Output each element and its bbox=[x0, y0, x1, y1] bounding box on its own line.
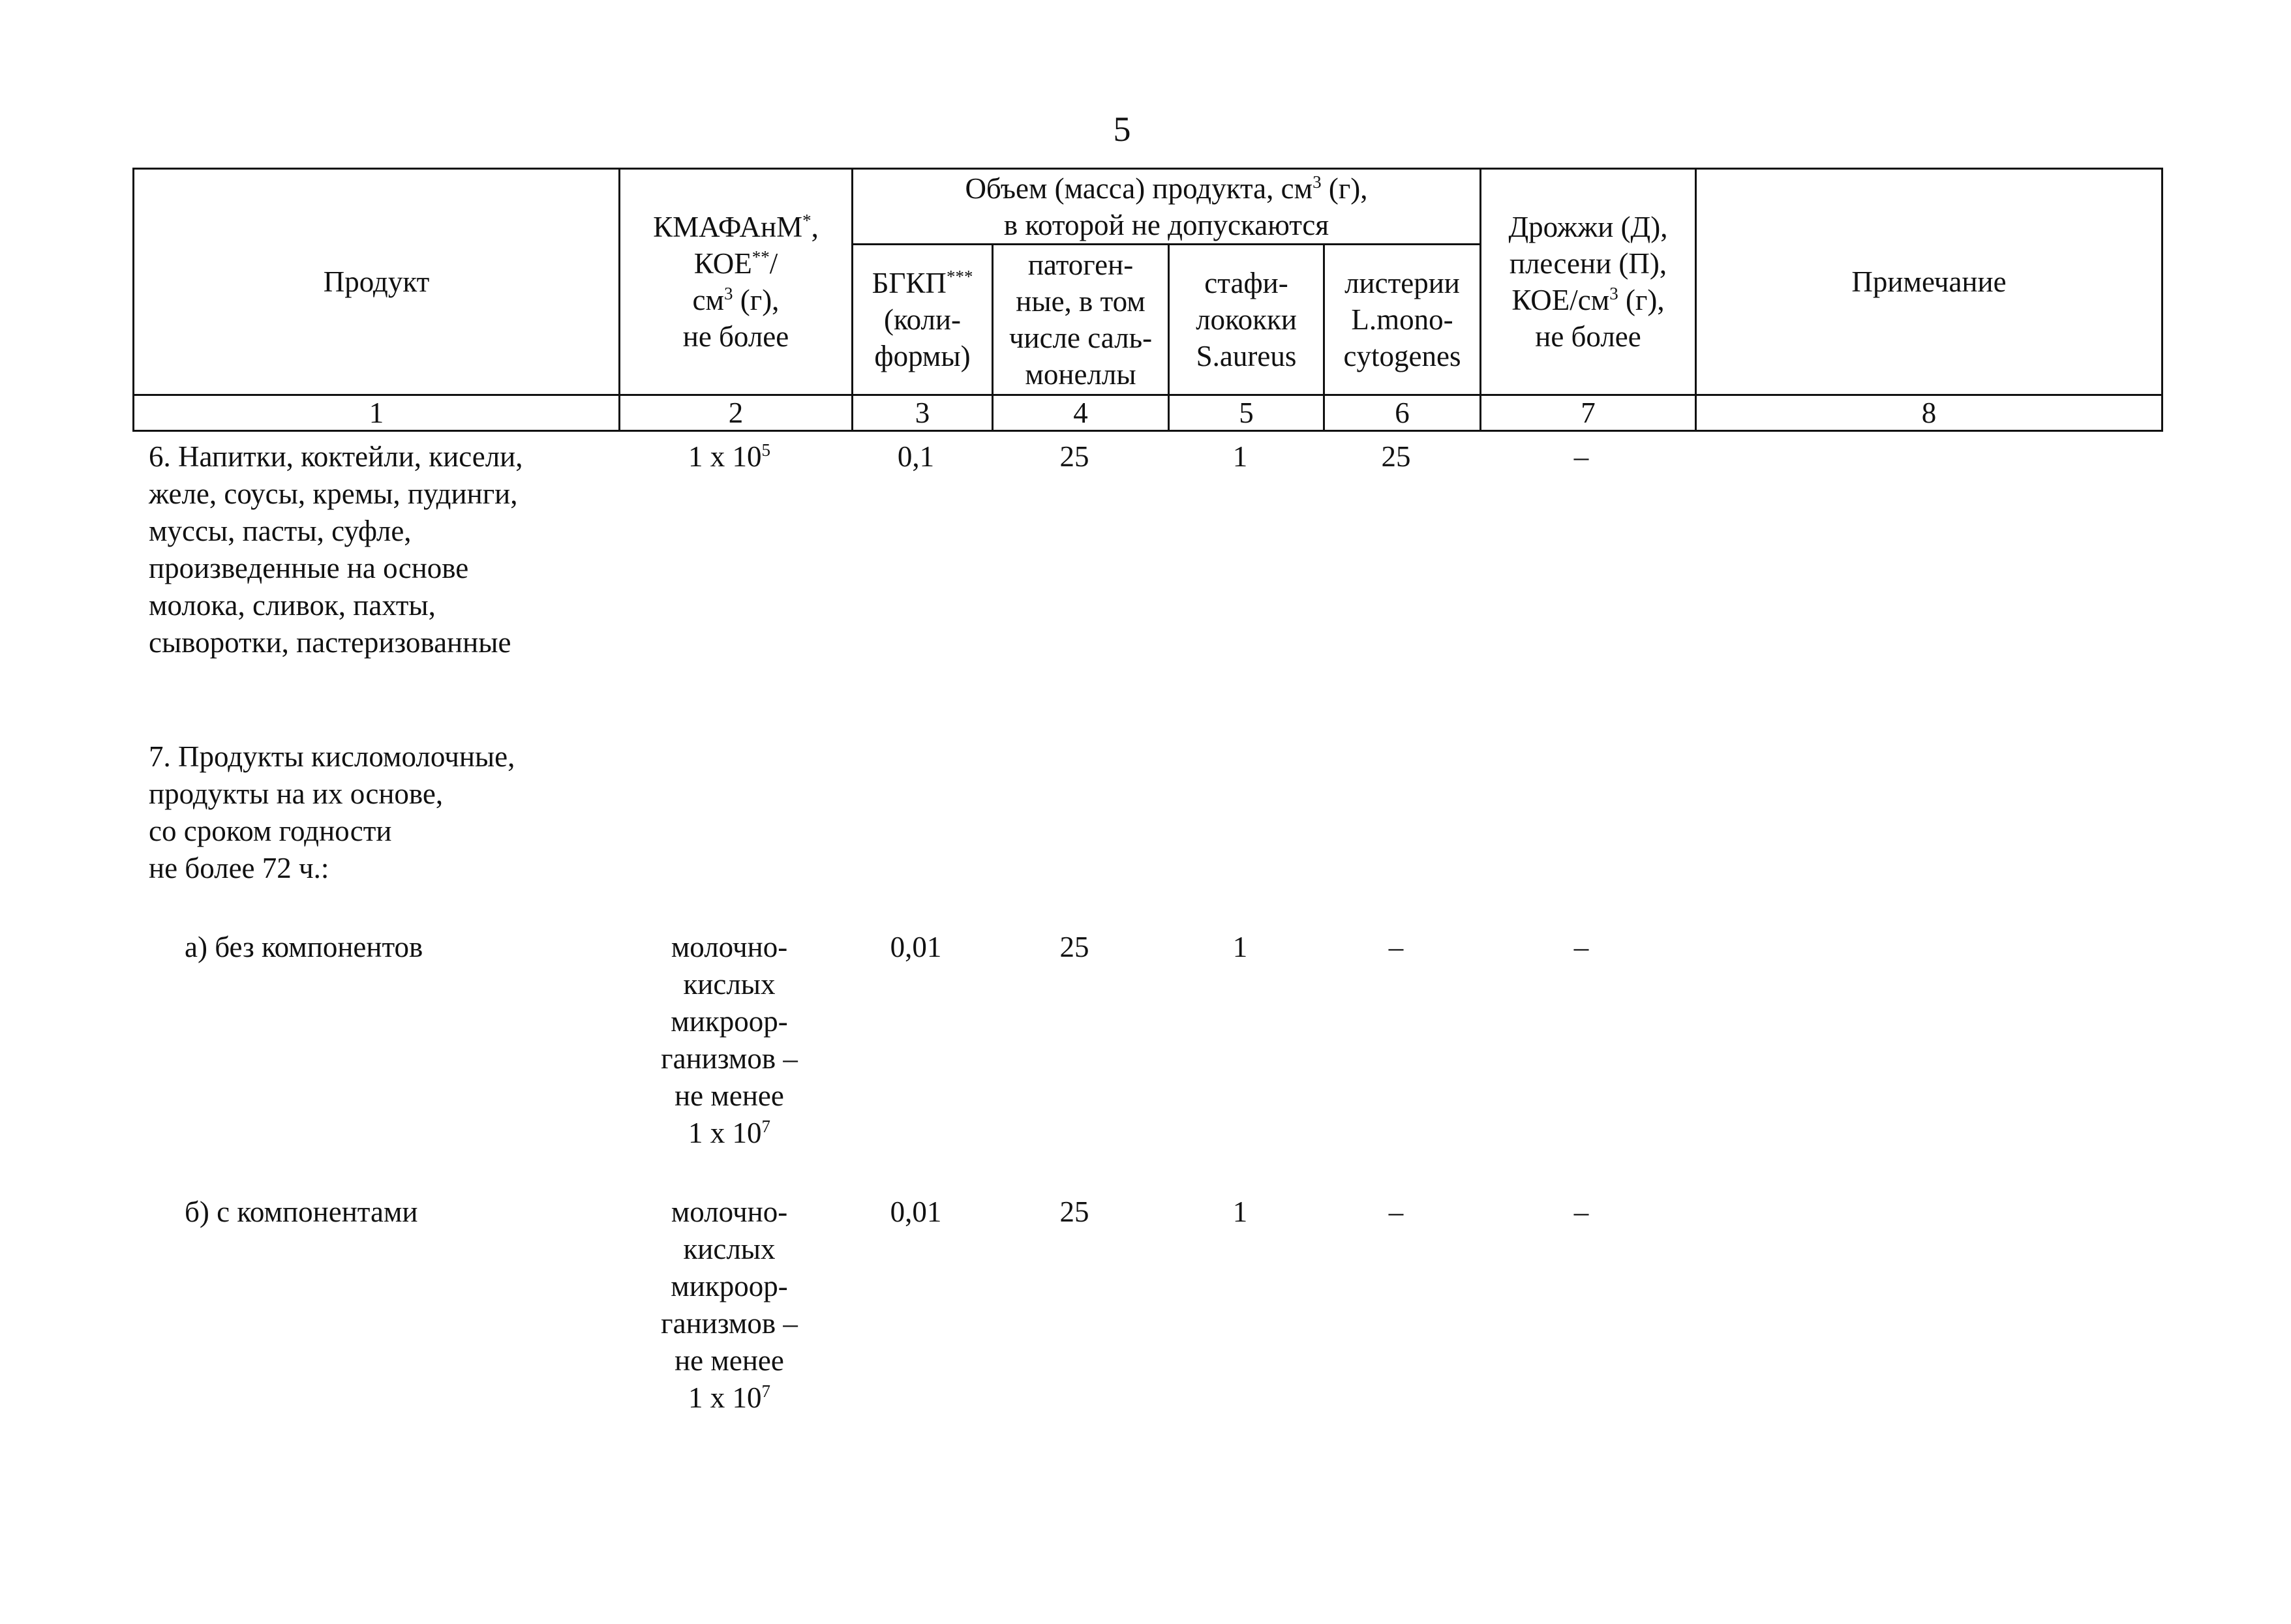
table-row bbox=[132, 438, 2155, 738]
bgkp-value: 0,01 bbox=[890, 931, 942, 963]
bgkp-description: (коли- формы) bbox=[874, 303, 971, 372]
pathogenic-value: 25 bbox=[1059, 931, 1089, 963]
column-number: 6 bbox=[1324, 395, 1481, 431]
bgkp-footnote-mark: *** bbox=[946, 267, 973, 286]
header-bgkp bbox=[853, 245, 993, 395]
column-number-row bbox=[134, 395, 2162, 431]
column-number: 3 bbox=[853, 395, 993, 431]
page-number: 5 bbox=[1113, 110, 1131, 149]
header-product bbox=[134, 169, 620, 395]
volume-group-line1: Объем (масса) продукта, см bbox=[965, 172, 1313, 205]
kmafanm-footnote-mark: * bbox=[802, 211, 812, 230]
kmafanm-exponent: 7 bbox=[761, 1117, 770, 1136]
kmafanm-value bbox=[615, 438, 843, 475]
listeria-value: – bbox=[1388, 931, 1404, 963]
yeast-value: – bbox=[1573, 440, 1589, 473]
listeria-value: – bbox=[1388, 1195, 1404, 1228]
staph-value: 1 bbox=[1232, 440, 1248, 473]
header-note-label: Примечание bbox=[1851, 265, 2007, 298]
gram-unit: (г), bbox=[733, 284, 780, 316]
staph-value: 1 bbox=[1232, 931, 1248, 963]
volume-group-exponent: 3 bbox=[1312, 172, 1322, 192]
staph-value: 1 bbox=[1232, 1195, 1248, 1228]
kmafanm-base: 1 x 10 bbox=[688, 1381, 762, 1414]
header-yeast bbox=[1481, 169, 1696, 395]
table-row bbox=[132, 1194, 2155, 1458]
kmafanm-exponent: 7 bbox=[761, 1381, 770, 1401]
kmafanm-value bbox=[615, 1194, 843, 1417]
bgkp-value: 0,01 bbox=[890, 1195, 942, 1228]
kmafanm-comma: , bbox=[811, 211, 819, 243]
header-table bbox=[132, 168, 2163, 432]
table-body bbox=[132, 438, 2155, 1458]
header-volume-group bbox=[853, 169, 1481, 245]
yeast-value: – bbox=[1573, 1195, 1589, 1228]
kmafanm-base: 1 x 10 bbox=[688, 440, 762, 473]
pathogenic-value: 25 bbox=[1059, 440, 1089, 473]
yeast-value: – bbox=[1573, 931, 1589, 963]
header-product-label: Продукт bbox=[323, 265, 430, 298]
yeast-line4: не более bbox=[1535, 320, 1641, 353]
bgkp-value: 0,1 bbox=[897, 440, 935, 473]
column-number: 2 bbox=[620, 395, 853, 431]
cm-unit: см bbox=[692, 284, 724, 316]
table-row bbox=[132, 738, 2155, 929]
yeast-line3: КОЕ/см bbox=[1511, 284, 1610, 316]
header-staph: стафи- лококки S.aureus bbox=[1169, 245, 1324, 395]
cm-exponent: 3 bbox=[724, 284, 733, 303]
bgkp-label: БГКП bbox=[872, 267, 947, 299]
koe-label: КОЕ bbox=[693, 247, 752, 280]
kmafanm-value bbox=[615, 929, 843, 1152]
column-number: 7 bbox=[1481, 395, 1696, 431]
kmafanm-text: молочно- кислых микроор- ганизмов – не менее bbox=[661, 931, 798, 1112]
yeast-unit: (г), bbox=[1618, 284, 1665, 316]
listeria-value: 25 bbox=[1381, 440, 1411, 473]
product-subitem: б) с компонентами bbox=[185, 1195, 418, 1228]
koe-slash: / bbox=[769, 247, 778, 280]
volume-group-line2: в которой не допускаются bbox=[1003, 208, 1329, 241]
column-number: 4 bbox=[993, 395, 1169, 431]
yeast-line2: плесени (П), bbox=[1509, 247, 1667, 280]
header-pathogenic: патоген- ные, в том числе саль- монеллы bbox=[993, 245, 1169, 395]
kmafanm-exponent: 5 bbox=[761, 440, 770, 460]
header-note bbox=[1696, 169, 2162, 395]
header-kmafanm bbox=[620, 169, 853, 395]
table-row bbox=[132, 929, 2155, 1194]
header-listeria: листерии L.mono- cytogenes bbox=[1324, 245, 1481, 395]
product-name: 7. Продукты кисломолочные, продукты на их основе, со сроком годности не более 72 ч.: bbox=[149, 740, 515, 884]
pathogenic-value: 25 bbox=[1059, 1195, 1089, 1228]
column-number: 1 bbox=[134, 395, 620, 431]
column-number: 5 bbox=[1169, 395, 1324, 431]
yeast-line1: Дрожжи (Д), bbox=[1508, 211, 1668, 243]
product-subitem: а) без компонентов bbox=[185, 931, 423, 963]
kmafanm-base: 1 x 10 bbox=[688, 1117, 762, 1149]
product-name: 6. Напитки, коктейли, кисели, желе, соусы, кремы, пудинги, муссы, пасты, суфле, произведенные на основе молока, сливок, пахты, сыворотки, пастеризованные bbox=[149, 440, 523, 659]
koe-footnote-mark: ** bbox=[751, 247, 770, 267]
kmafanm-text: молочно- кислых микроор- ганизмов – не менее bbox=[661, 1195, 798, 1377]
column-number: 8 bbox=[1696, 395, 2162, 431]
yeast-exponent: 3 bbox=[1609, 284, 1618, 303]
volume-group-unit: (г), bbox=[1321, 172, 1368, 205]
kmafanm-limit-note: не более bbox=[682, 320, 789, 353]
kmafanm-label: КМАФАнМ bbox=[653, 211, 803, 243]
